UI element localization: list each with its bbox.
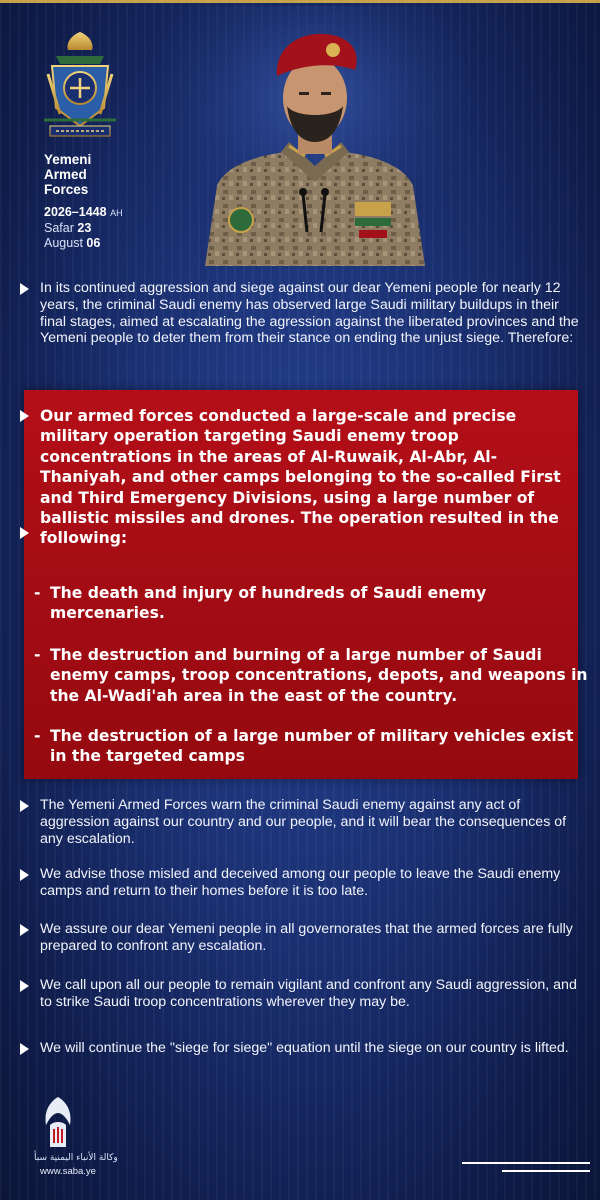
statement-paragraph: We assure our dear Yemeni people in all governorates that the armed forces are fully prepared to confront any escalation. — [40, 921, 573, 954]
intro-paragraph: In its continued aggression and siege against our dear Yemeni people for nearly 12 years, the criminal Saudi enemy has observed large Saudi military buildups in their final stages, aimed at escalating the agression against the liberated provinces and the Yemeni people to deter them from their stance on ending the unjust siege. Therefore: — [40, 280, 579, 347]
triangle-bullet-icon — [20, 527, 29, 539]
operation-result-item: - The destruction of a large number of military vehicles exist in the targeted camps — [34, 727, 574, 766]
saba-logo-icon — [38, 1095, 78, 1153]
footer-decorative-lines — [462, 1162, 592, 1176]
date-year: 2026–1448 — [44, 205, 107, 219]
statement-paragraph: We call upon all our people to remain vigilant and confront any Saudi aggression, and to strike Saudi troop concentrations wherever they may be. — [40, 977, 577, 1010]
top-accent-line — [0, 0, 600, 3]
date-hijri-day: 23 — [77, 221, 92, 235]
operation-result-text: The destruction of a large number of military vehicles exist in the targeted camps — [50, 727, 574, 766]
triangle-bullet-icon — [20, 980, 29, 992]
triangle-bullet-icon — [20, 1043, 29, 1055]
date-block — [44, 205, 123, 251]
triangle-bullet-icon — [20, 924, 29, 936]
operation-statement: Our armed forces conducted a large-scale and precise military operation targeting Saudi enemy troop concentrations in the areas of Al-Ruwaik, Al-Abr, Al-Thaniyah, and other camps belonging to the so-called First and Third Emergency Divisions, using a large number of ballistic missiles and drones. The operation resulted in the following: — [40, 407, 561, 548]
triangle-bullet-icon — [20, 869, 29, 881]
triangle-bullet-icon — [20, 283, 29, 295]
brand-line-1: Yemeni — [44, 152, 92, 167]
triangle-bullet-icon — [20, 800, 29, 812]
statement-paragraph: We will continue the "siege for siege" equation until the siege on our country is lifted. — [40, 1040, 569, 1056]
date-era: AH — [110, 208, 123, 218]
armed-forces-emblem-icon — [40, 30, 120, 142]
operation-result-item: - The death and injury of hundreds of Saudi enemy mercenaries. — [34, 584, 487, 623]
operation-result-item: - The destruction and burning of a large number of Saudi enemy camps, troop concentrations, depots, and weapons in the Al-Wadi'ah area in the east of the country. — [34, 646, 588, 705]
brand-line-3: Forces — [44, 182, 89, 197]
triangle-bullet-icon — [20, 410, 29, 422]
brand-line-2: Armed — [44, 167, 87, 182]
spokesman-portrait — [165, 6, 465, 266]
agency-name-arabic: وكالة الأنباء اليمنية سبأ — [34, 1153, 118, 1163]
date-hijri-month: Safar — [44, 221, 74, 235]
operation-result-text: The destruction and burning of a large number of Saudi enemy camps, troop concentrations, depots, and weapons in the Al-Wadi'ah area in the east of the country. — [50, 646, 588, 705]
date-greg-day: 06 — [86, 236, 101, 250]
agency-website-link[interactable]: www.saba.ye — [40, 1166, 96, 1177]
operation-result-text: The death and injury of hundreds of Saudi enemy mercenaries. — [50, 584, 487, 623]
brand-title — [44, 152, 91, 197]
statement-paragraph: We advise those misled and deceived among our people to leave the Saudi enemy camps and return to their homes before it is too late. — [40, 866, 561, 899]
statement-paragraph: The Yemeni Armed Forces warn the criminal Saudi enemy against any act of aggression against our country and our people, and it will bear the consequences of any escalation. — [40, 797, 567, 847]
date-greg-month: August — [44, 236, 83, 250]
